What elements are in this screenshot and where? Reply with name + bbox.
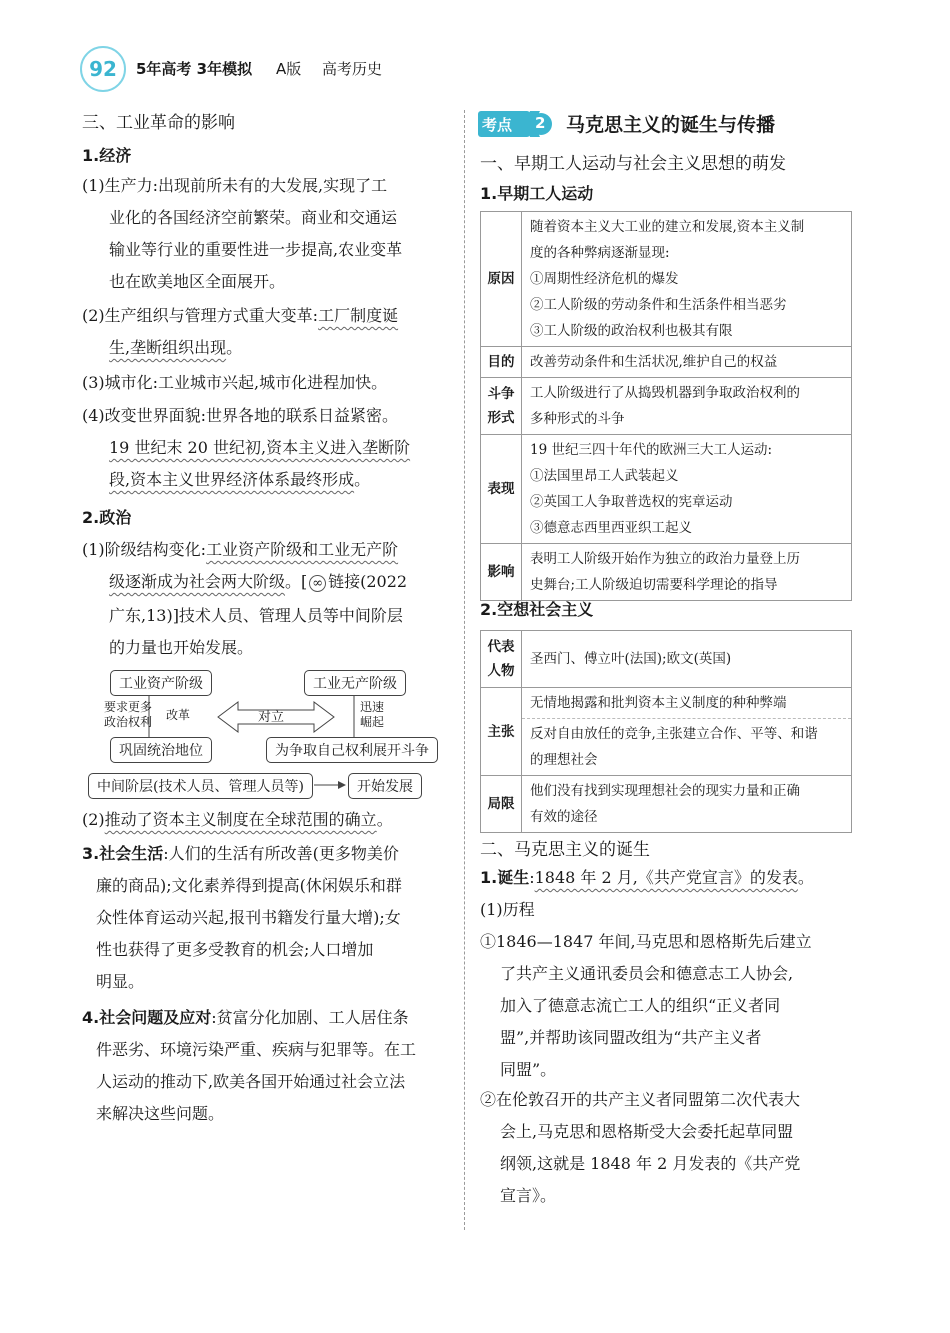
- row-label-forms: 斗争形式: [481, 378, 522, 435]
- economy-paragraph-1: (1)生产力:出现前所未有的大发展,实现了工 业化的各国经济空前繁荣。商业和交通运 输业等行业的重要性进一步提高,农业变革 也在欧美地区全面展开。: [82, 176, 403, 291]
- social-life-paragraph: 3.社会生活:人们的生活有所改善(更多物美价 廉的商品);文化素养得到提高(休闲娱乐和群 众性体育运动兴起,报刊书籍发行量大增);女 性也获得了更多受教育的机会;人口增加 明显。: [82, 844, 402, 991]
- table-row: [481, 776, 852, 833]
- reform-label: 改革: [166, 708, 191, 722]
- social-problems-paragraph: 4.社会问题及应对:贫富分化加剧、工人居住条 件恶劣、环境污染严重、疾病与犯罪等。在工 人运动的推动下,欧美各国开始通过社会立法 来解决这些问题。: [82, 1008, 417, 1123]
- row-label-manifest: 表现: [481, 435, 522, 544]
- demand-rights-label: 要求更多 政治权利: [104, 700, 153, 729]
- topic-badge-number: 2: [535, 114, 546, 132]
- opposition-label: 对立: [258, 710, 285, 725]
- process-paragraph-2: ②在伦敦召开的共产主义者同盟第二次代表大 会上,马克思和恩格斯受大会委托起草同盟 纲领,这就是 1848 年 2 月发表的《共产党 宣言》。: [480, 1090, 801, 1205]
- topic-badge: [478, 109, 552, 139]
- table-row: [481, 631, 852, 688]
- proletariat-box: 工业无产阶级: [304, 670, 406, 696]
- birth-line: 1.诞生:1848 年 2 月,《共产党宣言》的发表。: [480, 868, 814, 887]
- row-label-purpose: 目的: [481, 347, 522, 378]
- consolidate-rule-box: 巩固统治地位: [110, 737, 212, 763]
- table-row: [481, 347, 852, 378]
- column-divider: [464, 110, 465, 1230]
- row-label-impact: 影响: [481, 544, 522, 601]
- section-early-workers: 一、早期工人运动与社会主义思想的萌发: [480, 154, 786, 174]
- process-paragraph-1: ①1846—1847 年间,马克思和恩格斯先后建立 了共产主义通讯委员会和德意志工人协会, 加入了德意志流亡工人的组织“正义者同 盟”,并帮助该同盟改组为“共产主义者 同盟”。: [480, 932, 812, 1079]
- row-label-representatives: 代表人物: [481, 631, 522, 688]
- table-row: [481, 212, 852, 347]
- economy-heading: 1.经济: [82, 146, 132, 165]
- row-content-manifest: 19 世纪三四十年代的欧洲三大工人运动: ①法国里昂工人武装起义 ②英国工人争取普选权的宪章运动 ③德意志西里西亚织工起义: [522, 435, 852, 544]
- subject-label: 高考历史: [322, 60, 383, 78]
- utopian-socialism-table: [480, 630, 852, 833]
- edition-label: A版: [276, 60, 302, 78]
- row-content-impact: 表明工人阶级开始作为独立的政治力量登上历 史舞台;工人阶级迫切需要科学理论的指导: [522, 544, 852, 601]
- middle-class-box: 中间阶层(技术人员、管理人员等): [88, 773, 313, 799]
- table-row: [481, 378, 852, 435]
- row-content-limits: 他们没有找到实现理想社会的现实力量和正确 有效的途径: [522, 776, 852, 833]
- book-title: 5年高考 3年模拟: [136, 60, 253, 78]
- row-content-cause: 随着资本主义大工业的建立和发展,资本主义制 度的各种弊病逐渐显现: ①周期性经济危机的爆发 ②工人阶级的劳动条件和生活条件相当恶劣 ③工人阶级的政治权利也极其有限: [522, 212, 852, 347]
- row-label-claims: 主张: [481, 688, 522, 776]
- topic-badge-text: 考点: [482, 116, 513, 134]
- struggle-rights-box: 为争取自己权利展开斗争: [266, 737, 438, 763]
- early-workers-heading: 1.早期工人运动: [480, 184, 594, 203]
- early-workers-table: [480, 211, 852, 601]
- start-develop-box: 开始发展: [348, 773, 422, 799]
- row-label-cause: 原因: [481, 212, 522, 347]
- row-content-claims: 无情地揭露和批判资本主义制度的种种弊端 反对自由放任的竞争,主张建立合作、平等、和谐 的理想社会: [522, 688, 852, 776]
- page-number: 92: [80, 46, 126, 92]
- utopian-socialism-heading: 2.空想社会主义: [480, 600, 594, 619]
- class-structure-diagram: [86, 666, 452, 801]
- section-marxism-birth: 二、马克思主义的诞生: [480, 840, 650, 860]
- table-row: [481, 688, 852, 776]
- economy-paragraph-3: (3)城市化:工业城市兴起,城市化进程加快。: [82, 373, 388, 392]
- row-label-limits: 局限: [481, 776, 522, 833]
- table-row: [481, 435, 852, 544]
- economy-paragraph-2: (2)生产组织与管理方式重大变革:工厂制度诞 生,垄断组织出现。: [82, 306, 399, 357]
- politics-paragraph-1: (1)阶级结构变化:工业资产阶级和工业无产阶 级逐渐成为社会两大阶级。[ ∞ 链接(2022 广东,13)]技术人员、管理人员等中间阶层 的力量也开始发展。: [82, 540, 408, 657]
- rapid-rise-label: 迅速 崛起: [360, 700, 385, 729]
- row-content-forms: 工人阶级进行了从捣毁机器到争取政治权利的 多种形式的斗争: [522, 378, 852, 435]
- section-title-impact: 三、工业革命的影响: [82, 113, 235, 133]
- politics-heading: 2.政治: [82, 508, 132, 527]
- process-heading: (1)历程: [480, 900, 535, 919]
- bourgeoisie-box: 工业资产阶级: [110, 670, 212, 696]
- row-content-purpose: 改善劳动条件和生活状况,维护自己的权益: [522, 347, 852, 378]
- link-icon: ∞: [309, 575, 326, 592]
- politics-paragraph-2: (2)推动了资本主义制度在全球范围的确立。: [82, 810, 393, 829]
- table-row: [481, 544, 852, 601]
- topic-title: 马克思主义的诞生与传播: [566, 114, 776, 136]
- row-content-representatives: 圣西门、傅立叶(法国);欧文(英国): [522, 631, 852, 688]
- economy-paragraph-4: (4)改变世界面貌:世界各地的联系日益紧密。 19 世纪末 20 世纪初,资本主义进入垄断阶 段,资本主义世界经济体系最终形成。: [82, 406, 411, 489]
